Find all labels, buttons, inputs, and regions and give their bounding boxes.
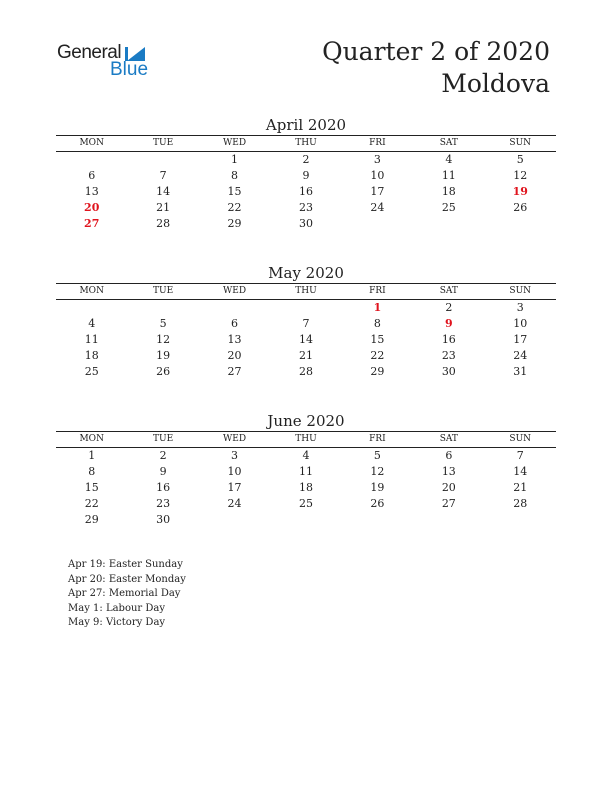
holiday-day-cell: 19 <box>512 185 528 198</box>
day-cell: 21 <box>513 481 528 494</box>
holiday-day-cell: 20 <box>84 201 100 214</box>
day-cell: 26 <box>156 365 171 378</box>
week-row <box>56 168 556 184</box>
week-row <box>56 496 556 512</box>
day-cell: 12 <box>156 333 171 346</box>
day-cell <box>127 152 198 168</box>
week-row <box>56 300 556 316</box>
logo-text-general: General <box>57 42 122 63</box>
day-cell: 22 <box>370 349 385 362</box>
day-cell: 14 <box>298 333 313 346</box>
day-cell: 26 <box>370 497 385 510</box>
day-cell: 17 <box>227 481 242 494</box>
weekday-label: THU <box>295 434 317 444</box>
weekday-label: FRI <box>369 286 386 296</box>
day-cell: 27 <box>227 365 242 378</box>
day-cell: 12 <box>370 465 385 478</box>
day-cell: 16 <box>298 185 313 198</box>
day-cell: 18 <box>298 481 313 494</box>
day-cell: 13 <box>84 185 99 198</box>
day-cell: 9 <box>159 465 167 478</box>
day-cell: 28 <box>298 365 313 378</box>
day-cell: 24 <box>227 497 242 510</box>
day-cell: 18 <box>441 185 456 198</box>
month-title: June 2020 <box>267 412 345 430</box>
day-cell <box>342 512 413 528</box>
day-cell: 11 <box>298 465 313 478</box>
logo-text-blue: Blue <box>110 59 149 80</box>
day-cell: 17 <box>370 185 385 198</box>
quarter-title: Quarter 2 of 2020 <box>322 37 550 66</box>
week-row <box>56 464 556 480</box>
day-cell: 17 <box>513 333 528 346</box>
day-cell <box>342 216 413 232</box>
weekday-label: SUN <box>509 286 532 296</box>
week-row <box>56 348 556 364</box>
day-cell: 8 <box>373 317 381 330</box>
weekday-label: MON <box>79 434 104 444</box>
day-cell <box>485 512 556 528</box>
holiday-item: Apr 27: Memorial Day <box>68 588 181 599</box>
day-cell: 3 <box>516 301 524 314</box>
day-cell <box>413 216 484 232</box>
month-title: April 2020 <box>265 116 347 134</box>
day-cell: 4 <box>88 317 96 330</box>
day-cell: 1 <box>88 449 96 462</box>
day-cell: 8 <box>88 465 96 478</box>
day-cell <box>270 300 341 316</box>
day-cell: 19 <box>370 481 385 494</box>
day-cell: 6 <box>88 169 96 182</box>
day-cell: 16 <box>156 481 171 494</box>
week-row <box>56 216 556 232</box>
holiday-item: May 1: Labour Day <box>68 602 165 614</box>
holiday-item: Apr 19: Easter Sunday <box>68 559 183 570</box>
day-cell: 23 <box>156 497 171 510</box>
day-cell: 29 <box>84 513 99 526</box>
day-cell: 6 <box>445 449 453 462</box>
weekday-label: MON <box>79 286 104 296</box>
day-cell: 25 <box>84 365 99 378</box>
day-cell: 25 <box>298 497 313 510</box>
day-cell: 5 <box>516 153 524 166</box>
holiday-day-cell: 1 <box>373 301 382 314</box>
week-row <box>56 316 556 332</box>
week-row <box>56 480 556 496</box>
day-cell: 31 <box>513 365 528 378</box>
day-cell: 19 <box>156 349 171 362</box>
day-cell: 3 <box>231 449 239 462</box>
week-row <box>56 152 556 168</box>
day-cell: 25 <box>441 201 456 214</box>
day-cell: 7 <box>159 169 167 182</box>
day-cell: 23 <box>441 349 456 362</box>
day-cell: 30 <box>298 217 313 230</box>
day-cell: 21 <box>298 349 313 362</box>
day-cell <box>199 512 270 528</box>
day-cell: 7 <box>516 449 524 462</box>
day-cell: 18 <box>84 349 99 362</box>
day-cell <box>56 152 127 168</box>
day-cell: 10 <box>513 317 528 330</box>
holiday-item: May 9: Victory Day <box>68 617 166 628</box>
day-cell <box>56 300 127 316</box>
weekday-label: TUE <box>153 434 174 444</box>
day-cell: 10 <box>227 465 242 478</box>
week-row <box>56 512 556 528</box>
day-cell: 12 <box>513 169 528 182</box>
week-row <box>56 200 556 216</box>
month-title: May 2020 <box>268 264 344 282</box>
month-calendar <box>56 263 556 380</box>
day-cell <box>485 216 556 232</box>
day-cell: 7 <box>302 317 310 330</box>
day-cell: 2 <box>159 449 167 462</box>
generalblue-logo <box>57 42 152 82</box>
day-cell <box>199 300 270 316</box>
day-cell: 16 <box>441 333 456 346</box>
day-cell: 10 <box>370 169 385 182</box>
day-cell: 4 <box>445 153 453 166</box>
week-row <box>56 332 556 348</box>
weekday-label: TUE <box>153 138 174 148</box>
day-cell: 5 <box>373 449 381 462</box>
day-cell: 1 <box>231 153 239 166</box>
weekday-label: THU <box>295 138 317 148</box>
day-cell: 22 <box>84 497 99 510</box>
weekday-label: SAT <box>439 434 458 444</box>
weekday-label: THU <box>295 286 317 296</box>
day-cell: 3 <box>373 153 381 166</box>
day-cell: 2 <box>302 153 310 166</box>
holiday-day-cell: 27 <box>84 217 100 230</box>
day-cell: 28 <box>513 497 528 510</box>
weekday-label: MON <box>79 138 104 148</box>
weekday-label: SAT <box>439 286 458 296</box>
country-title: Moldova <box>441 69 550 98</box>
day-cell: 28 <box>156 217 171 230</box>
day-cell: 29 <box>370 365 385 378</box>
holiday-item: Apr 20: Easter Monday <box>68 573 186 585</box>
day-cell: 24 <box>513 349 528 362</box>
day-cell: 24 <box>370 201 385 214</box>
day-cell: 26 <box>513 201 528 214</box>
day-cell <box>413 512 484 528</box>
weekday-label: FRI <box>369 434 386 444</box>
day-cell: 14 <box>156 185 171 198</box>
day-cell: 14 <box>513 465 528 478</box>
day-cell: 23 <box>298 201 313 214</box>
weekday-label: SUN <box>509 138 532 148</box>
weekday-label: WED <box>223 286 247 296</box>
day-cell: 9 <box>302 169 310 182</box>
day-cell <box>270 512 341 528</box>
day-cell: 2 <box>445 301 453 314</box>
day-cell: 13 <box>441 465 456 478</box>
weekday-label: TUE <box>153 286 174 296</box>
day-cell: 30 <box>441 365 456 378</box>
day-cell <box>127 300 198 316</box>
day-cell: 5 <box>159 317 167 330</box>
week-row <box>56 184 556 200</box>
day-cell: 20 <box>227 349 242 362</box>
weekday-label: WED <box>223 434 247 444</box>
day-cell: 22 <box>227 201 242 214</box>
day-cell: 13 <box>227 333 242 346</box>
day-cell: 30 <box>156 513 171 526</box>
day-cell: 15 <box>84 481 99 494</box>
day-cell: 21 <box>156 201 171 214</box>
day-cell: 8 <box>231 169 239 182</box>
day-cell: 11 <box>84 333 99 346</box>
day-cell: 15 <box>370 333 385 346</box>
week-row <box>56 448 556 464</box>
day-cell: 29 <box>227 217 242 230</box>
holiday-day-cell: 9 <box>444 317 453 330</box>
day-cell: 11 <box>441 169 456 182</box>
day-cell: 4 <box>302 449 310 462</box>
weekday-header <box>56 283 556 300</box>
holiday-list <box>68 558 186 631</box>
weekday-label: WED <box>223 138 247 148</box>
day-cell: 20 <box>441 481 456 494</box>
week-row <box>56 364 556 380</box>
day-cell: 6 <box>231 317 239 330</box>
weekday-label: SUN <box>509 434 532 444</box>
page-title <box>322 36 550 100</box>
weekday-header <box>56 135 556 152</box>
weekday-label: SAT <box>439 138 458 148</box>
month-calendar <box>56 411 556 528</box>
day-cell: 27 <box>441 497 456 510</box>
month-calendar <box>56 115 556 232</box>
weekday-header <box>56 431 556 448</box>
day-cell: 15 <box>227 185 242 198</box>
weekday-label: FRI <box>369 138 386 148</box>
